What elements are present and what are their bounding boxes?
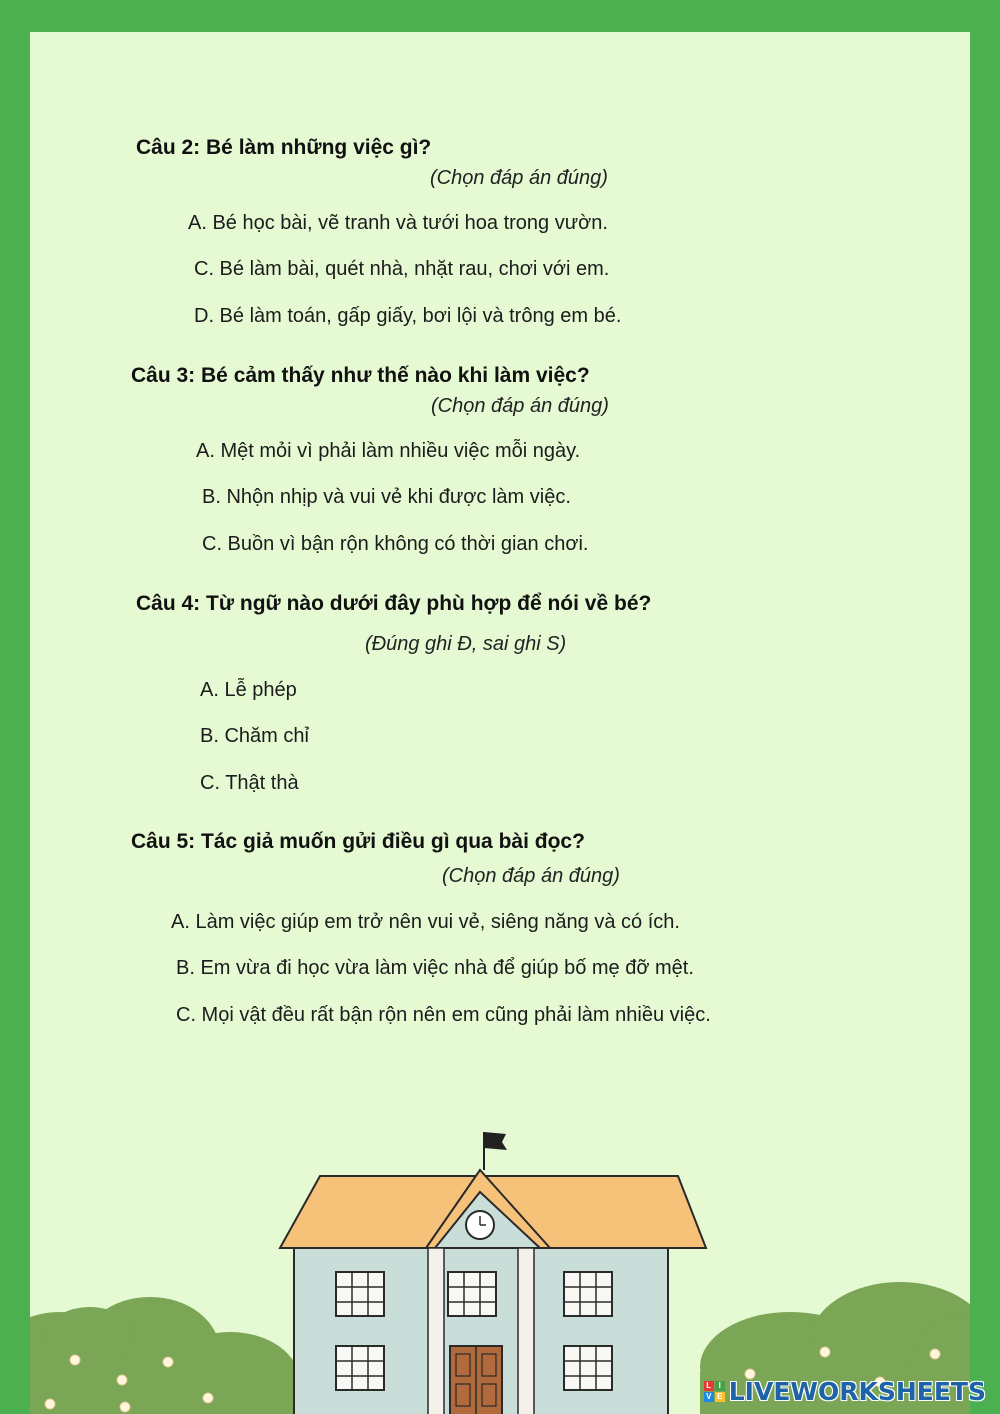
- school-building-illustration: [280, 1132, 706, 1414]
- question-4-title: Câu 4: Từ ngữ nào dưới đây phù hợp để nói về bé?: [136, 592, 652, 615]
- question-4-hint: (Đúng ghi Đ, sai ghi S): [365, 633, 567, 655]
- liveworksheets-logo: [704, 1377, 986, 1406]
- question-2-option-c[interactable]: C. Bé làm bài, quét nhà, nhặt rau, chơi với em.: [194, 258, 610, 280]
- question-3-hint: (Chọn đáp án đúng): [431, 395, 609, 417]
- question-4-option-c[interactable]: C. Thật thà: [200, 772, 299, 794]
- question-2-option-d[interactable]: D. Bé làm toán, gấp giấy, bơi lội và trông em bé.: [194, 305, 622, 327]
- question-5-option-b[interactable]: B. Em vừa đi học vừa làm việc nhà để giúp bố mẹ đỡ mệt.: [176, 957, 694, 979]
- question-3-option-a[interactable]: A. Mệt mỏi vì phải làm nhiều việc mỗi ngày.: [196, 440, 581, 462]
- question-5-option-c[interactable]: C. Mọi vật đều rất bận rộn nên em cũng phải làm nhiều việc.: [176, 1004, 711, 1026]
- question-3-option-b[interactable]: B. Nhộn nhịp và vui vẻ khi được làm việc.: [202, 486, 571, 508]
- question-3-title: Câu 3: Bé cảm thấy như thế nào khi làm việc?: [131, 364, 590, 387]
- question-5-hint: (Chọn đáp án đúng): [442, 865, 620, 887]
- question-2-option-a[interactable]: A. Bé học bài, vẽ tranh và tưới hoa trong vườn.: [188, 212, 608, 234]
- question-5-title: Câu 5: Tác giả muốn gửi điều gì qua bài đọc?: [131, 830, 585, 853]
- school-scene-illustration: [30, 32, 970, 1414]
- clock-icon: [466, 1211, 494, 1239]
- question-5-option-a[interactable]: A. Làm việc giúp em trở nên vui vẻ, siêng năng và có ích.: [171, 911, 680, 933]
- liveworksheets-logo-icon: L I V E: [704, 1381, 725, 1402]
- question-2-title: Câu 2: Bé làm những việc gì?: [136, 136, 432, 159]
- question-4-option-a[interactable]: A. Lễ phép: [200, 679, 297, 701]
- question-4-option-b[interactable]: B. Chăm chỉ: [200, 725, 309, 747]
- flag-icon: [484, 1132, 507, 1150]
- worksheet-page: [30, 32, 970, 1414]
- bush-illustration: [30, 1297, 300, 1414]
- liveworksheets-wordmark: LIVEWORKSHEETS: [728, 1377, 986, 1406]
- question-2-hint: (Chọn đáp án đúng): [430, 167, 608, 189]
- question-3-option-c[interactable]: C. Buồn vì bận rộn không có thời gian chơi.: [202, 533, 589, 555]
